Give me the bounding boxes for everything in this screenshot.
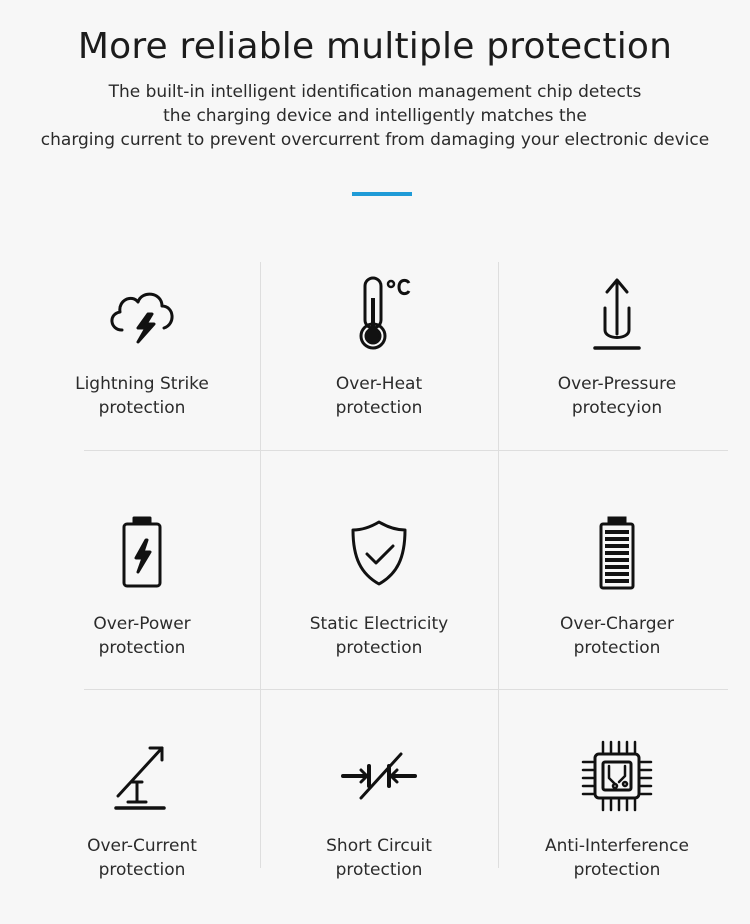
- chip-icon: [577, 736, 657, 816]
- page-title: More reliable multiple protection: [77, 26, 673, 67]
- feature-label: Lightning Strike protection: [75, 374, 209, 418]
- feature-label: Over-Pressure protecyion: [557, 374, 677, 418]
- feature-label: Short Circuit protection: [326, 836, 432, 880]
- battery-full-icon: [577, 514, 657, 594]
- feature-overheat: [261, 262, 497, 462]
- subtitle: [0, 80, 750, 152]
- overcurrent-arrow-icon: [102, 736, 182, 816]
- feature-grid: [24, 262, 728, 880]
- subtitle-line-3: charging current to prevent overcurrent from damaging your electronic device: [40, 130, 710, 150]
- thermometer-celsius-icon: [339, 274, 419, 354]
- feature-label: Static Electricity protection: [309, 614, 449, 658]
- cloud-lightning-icon: [102, 274, 182, 354]
- feature-overcurrent: [24, 724, 260, 924]
- feature-label: Over-Heat protection: [335, 374, 423, 418]
- feature-lightning: [24, 262, 260, 462]
- shield-check-icon: [339, 514, 419, 594]
- feature-label: Over-Power protection: [93, 614, 191, 658]
- feature-label: Over-Current protection: [87, 836, 197, 880]
- feature-overpower: [24, 502, 260, 702]
- feature-static: [261, 502, 497, 702]
- arrow-up-pressure-icon: [577, 274, 657, 354]
- feature-label: Over-Charger protection: [560, 614, 674, 658]
- feature-label: Anti-Interference protection: [545, 836, 689, 880]
- battery-bolt-icon: [102, 514, 182, 594]
- feature-overcharger: [499, 502, 735, 702]
- subtitle-line-1: The built-in intelligent identification management chip detects: [108, 82, 642, 102]
- subtitle-line-2: the charging device and intelligently matches the: [163, 106, 587, 126]
- accent-bar: [352, 192, 412, 196]
- short-circuit-icon: [339, 736, 419, 816]
- feature-antiinterference: [499, 724, 735, 924]
- feature-overpressure: [499, 262, 735, 462]
- feature-shortcircuit: [261, 724, 497, 924]
